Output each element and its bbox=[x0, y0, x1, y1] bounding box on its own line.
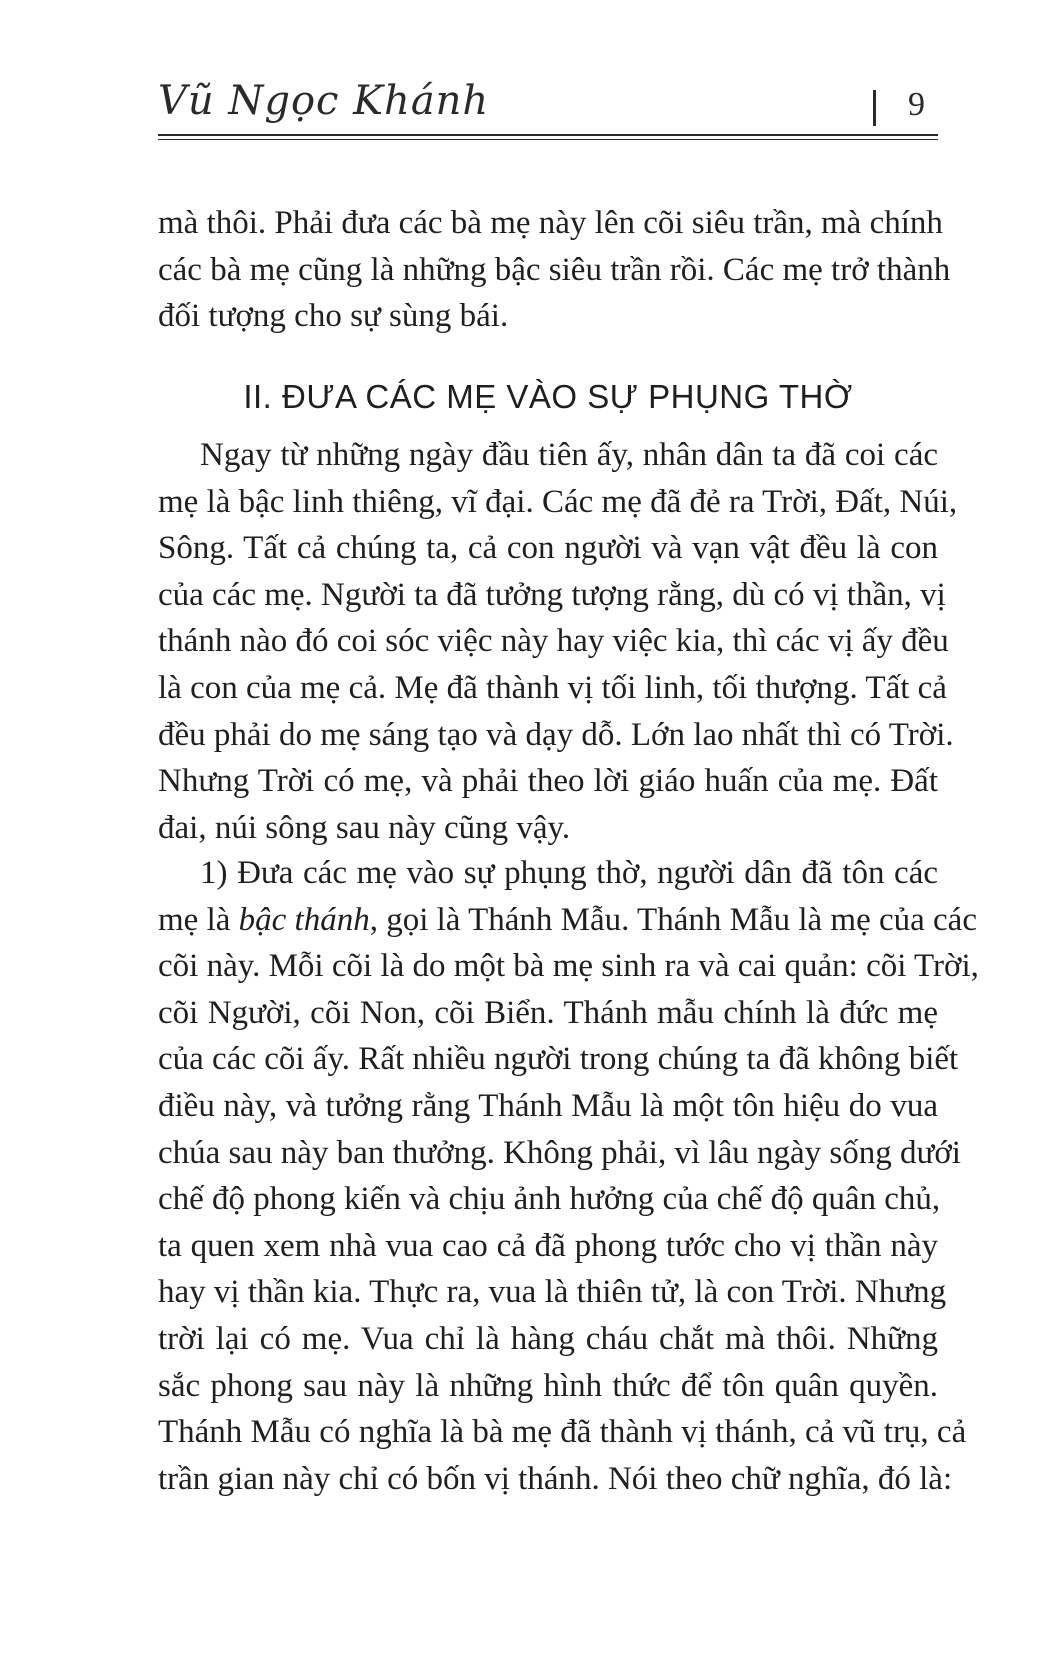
text-line: trần gian này chỉ có bốn vị thánh. Nói theo chữ nghĩa, đó là: bbox=[158, 1460, 953, 1497]
text-line: mẹ là bậc linh thiêng, vĩ đại. Các mẹ đã đẻ ra Trời, Đất, Núi, bbox=[158, 483, 958, 520]
italic-term: bậc thánh bbox=[238, 901, 370, 938]
header-separator bbox=[873, 90, 876, 126]
paragraph-2 bbox=[158, 432, 958, 851]
text-line: hay vị thần kia. Thực ra, vua là thiên tử, là con Trời. Nhưng bbox=[158, 1274, 947, 1311]
text-line bbox=[158, 897, 977, 944]
text-segment: , gọi là Thánh Mẫu. Thánh Mẫu là mẹ của các bbox=[369, 901, 977, 938]
paragraph-3 bbox=[158, 850, 979, 1502]
text-line: đều phải do mẹ sáng tạo và dạy dỗ. Lớn lao nhất thì có Trời. bbox=[158, 716, 954, 753]
text-line: mà thôi. Phải đưa các bà mẹ này lên cõi siêu trần, mà chính bbox=[158, 205, 943, 241]
text-line: Nhưng Trời có mẹ, và phải theo lời giáo huấn của mẹ. Đất bbox=[158, 763, 938, 800]
text-line: của các mẹ. Người ta đã tưởng tượng rằng, dù có vị thần, vị bbox=[158, 576, 946, 613]
header-rule bbox=[158, 134, 938, 136]
text-line: cõi Người, cõi Non, cõi Biển. Thánh mẫu chính là đức mẹ bbox=[158, 994, 938, 1031]
text-line: thánh nào đó coi sóc việc này hay việc kia, thì các vị ấy đều bbox=[158, 623, 949, 660]
header-rule-thin bbox=[158, 139, 938, 140]
text-line: các bà mẹ cũng là những bậc siêu trần rồi. Các mẹ trở thành bbox=[158, 251, 951, 288]
text-line: Thánh Mẫu có nghĩa là bà mẹ đã thành vị thánh, cả vũ trụ, cả bbox=[158, 1414, 967, 1451]
section-heading: II. ĐƯA CÁC MẸ VÀO SỰ PHỤNG THỜ bbox=[243, 378, 853, 415]
text-line: cõi này. Mỗi cõi là do một bà mẹ sinh ra và cai quản: cõi Trời, bbox=[158, 948, 979, 985]
text-line: ta quen xem nhà vua cao cả đã phong tước cho vị thần này bbox=[158, 1227, 938, 1264]
text-line: đối tượng cho sự sùng bái. bbox=[158, 298, 509, 335]
text-line: đai, núi sông sau này cũng vậy. bbox=[158, 809, 571, 846]
text-line: của các cõi ấy. Rất nhiều người trong chúng ta đã không biết bbox=[158, 1041, 959, 1078]
text-line: 1) Đưa các mẹ vào sự phụng thờ, người dân đã tôn các bbox=[200, 855, 938, 891]
text-line: Ngay từ những ngày đầu tiên ấy, nhân dân ta đã coi các bbox=[200, 437, 938, 473]
page-number: 9 bbox=[908, 86, 925, 123]
running-header bbox=[158, 78, 938, 138]
text-line: chế độ phong kiến và chịu ảnh hưởng của chế độ quân chủ, bbox=[158, 1181, 941, 1218]
text-line: sắc phong sau này là những hình thức để tôn quân quyền. bbox=[158, 1367, 938, 1404]
text-segment: mẹ là bbox=[158, 901, 239, 938]
paragraph-continued bbox=[158, 200, 951, 340]
text-line: trời lại có mẹ. Vua chỉ là hàng cháu chắt mà thôi. Những bbox=[158, 1320, 938, 1357]
author-name: Vũ Ngọc Khánh bbox=[158, 78, 490, 124]
text-line: điều này, và tưởng rằng Thánh Mẫu là một tôn hiệu do vua bbox=[158, 1087, 938, 1124]
text-line: là con của mẹ cả. Mẹ đã thành vị tối linh, tối thượng. Tất cả bbox=[158, 669, 947, 706]
text-line: chúa sau này ban thưởng. Không phải, vì lâu ngày sống dưới bbox=[158, 1134, 961, 1171]
text-line: Sông. Tất cả chúng ta, cả con người và vạn vật đều là con bbox=[158, 530, 938, 567]
